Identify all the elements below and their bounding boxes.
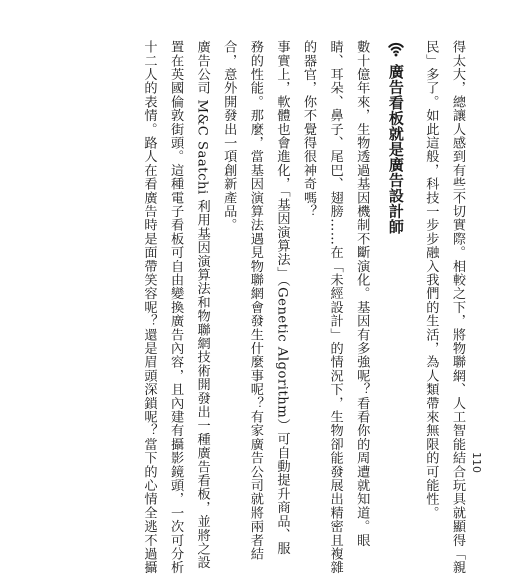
section-heading [382,40,409,458]
text-line: 得太大，總讓人感到有些不切實際。相較之下，將物聯網、人工智能結合玩具就顯得「親 [450,40,465,574]
section-heading-text: 廣告看板就是廣告設計師 [386,64,405,235]
wifi-icon [387,40,405,58]
text-line: 睛、耳朵、鼻子、尾巴、翅膀……在「未經設計」的情況下，生物卻能發展出精密且複雜 [327,40,343,574]
text-line: 務的性能。那麼，當基因演算法遇見物聯網會發生什麼事呢？有家廣告公司就將兩者結 [247,40,263,561]
vertical-text-body [135,40,470,574]
text-line: 數十億年來，生物透過基因機制不斷演化。基因有多強呢？看看你的周遭就知道。眼 [354,40,370,547]
text-line: 十二人的表情。路人在看廣告時是面帶笑容呢？還是眉頭深鎖呢？當下的心情全逃不過攝 [141,40,157,574]
text-line: 置在英國倫敦街頭。這種電子看板可自由變換廣告內容，且內建有攝影鏡頭，一次可分析 [168,40,184,574]
text-line: 合，意外開發出一項創新產品。 [221,40,237,232]
page-number: 110 [470,452,483,473]
text-line: 廣告公司 M&C Saatchi 利用基因演算法和物聯網技術開發出一種廣告看板，並將之設 [194,40,210,570]
text-line: 民」多了。如此這般，科技一步步融入我們的生活，為人類帶來無限的可能性。 [423,40,439,520]
text-line: 事實上，軟體也會進化，「基因演算法」（Genetic Algorithm）可自動提升商品、服 [274,40,290,556]
text-line: 的器官，你不覺得很神奇嗎？ [301,40,317,219]
